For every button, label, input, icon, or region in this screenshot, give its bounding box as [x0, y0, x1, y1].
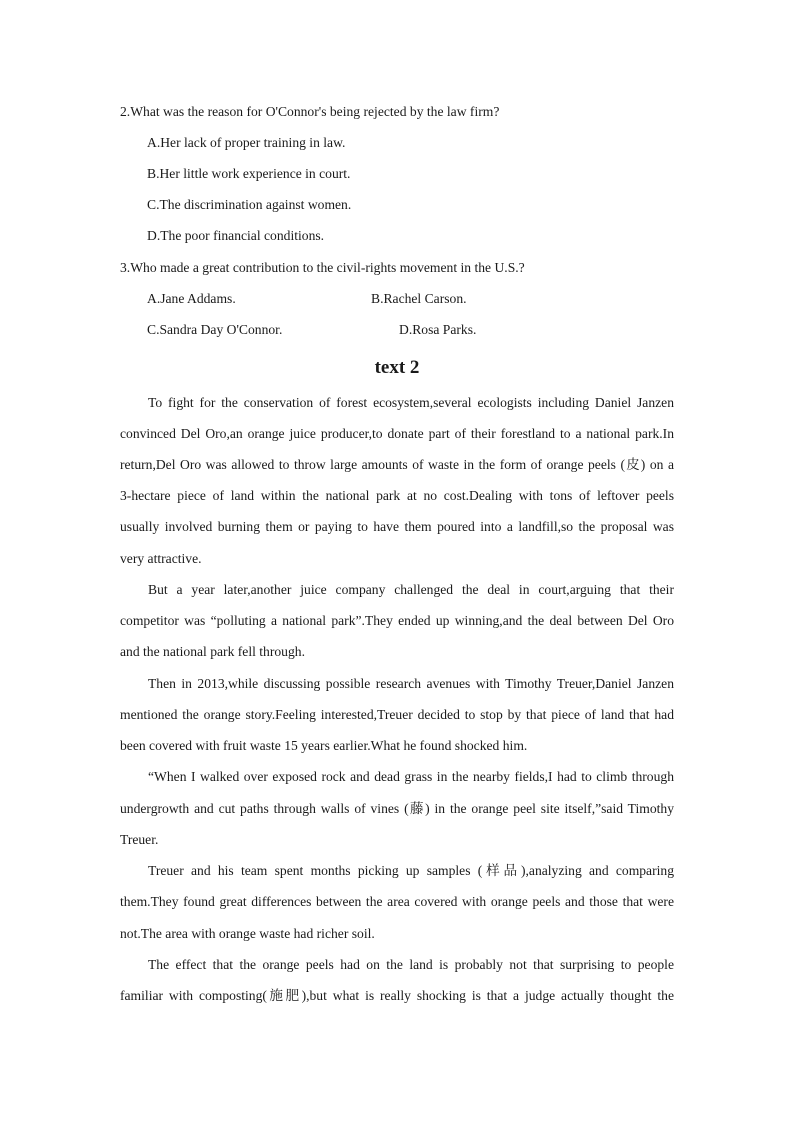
paragraph-2-line-1: But a year later,another juice company challenged the deal in court,arguing that their — [148, 582, 674, 597]
paragraph-2-line-3: and the national park fell through. — [120, 644, 305, 659]
paragraph-3-line-1: Then in 2013,while discussing possible research avenues with Timothy Treuer,Daniel Janzen — [148, 676, 674, 691]
paragraph-1-line-5: usually involved burning them or paying to have them poured into a landfill,so the proposal was — [120, 519, 674, 534]
question-2-option-a: A.Her lack of proper training in law. — [147, 135, 346, 150]
paragraph-5-line-3: not.The area with orange waste had richer soil. — [120, 926, 375, 941]
question-2-stem: 2.What was the reason for O'Connor's being rejected by the law firm? — [120, 104, 500, 119]
paragraph-6-line-2: familiar with composting(施肥),but what is really shocking is that a judge actually thought the — [120, 988, 674, 1003]
paragraph-1-line-2: convinced Del Oro,an orange juice producer,to donate part of their forestland to a national park.In — [120, 426, 674, 441]
paragraph-5-line-1: Treuer and his team spent months picking up samples (样品),analyzing and comparing — [148, 863, 674, 878]
paragraph-4-line-1: “When I walked over exposed rock and dead grass in the nearby fields,I had to climb through — [148, 769, 674, 784]
question-3-option-d: D.Rosa Parks. — [399, 322, 477, 337]
question-2-option-b: B.Her little work experience in court. — [147, 166, 351, 181]
section-title: text 2 — [374, 357, 420, 378]
paragraph-5-line-2: them.They found great differences between the area covered with orange peels and those that were — [120, 894, 674, 909]
paragraph-3-line-3: been covered with fruit waste 15 years earlier.What he found shocked him. — [120, 738, 528, 753]
question-3-option-a: A.Jane Addams. — [147, 291, 236, 306]
paragraph-4-line-2: undergrowth and cut paths through walls of vines (藤) in the orange peel site itself,”said Timothy — [120, 801, 674, 816]
paragraph-1-line-1: To fight for the conservation of forest ecosystem,several ecologists including Daniel Janzen — [148, 395, 674, 410]
question-3-stem: 3.Who made a great contribution to the civil-rights movement in the U.S.? — [120, 260, 525, 275]
paragraph-1-line-4: 3-hectare piece of land within the national park at no cost.Dealing with tons of leftover peels — [120, 488, 674, 503]
question-3-option-c: C.Sandra Day O'Connor. — [147, 322, 283, 337]
paragraph-6-line-1: The effect that the orange peels had on the land is probably not that surprising to people — [148, 957, 674, 972]
question-2-option-d: D.The poor financial conditions. — [147, 228, 325, 243]
question-2-option-c: C.The discrimination against women. — [147, 197, 352, 212]
paragraph-2-line-2: competitor was “polluting a national park”.They ended up winning,and the deal between Del Oro — [120, 613, 674, 628]
paragraph-1-line-3: return,Del Oro was allowed to throw large amounts of waste in the form of orange peels (皮) on a — [120, 457, 674, 472]
paragraph-4-line-3: Treuer. — [120, 832, 159, 847]
question-3-option-b: B.Rachel Carson. — [371, 291, 467, 306]
paragraph-3-line-2: mentioned the orange story.Feeling interested,Treuer decided to stop by that piece of land that had — [120, 707, 674, 722]
paragraph-1-line-6: very attractive. — [120, 551, 202, 566]
